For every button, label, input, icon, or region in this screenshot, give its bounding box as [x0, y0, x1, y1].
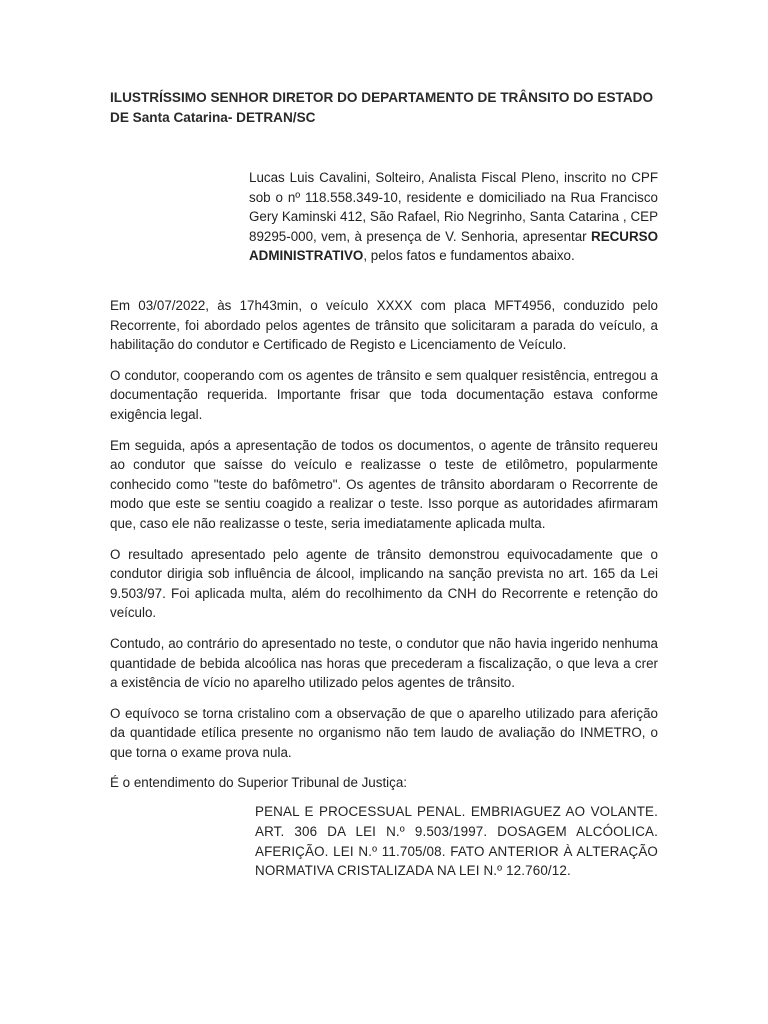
- petitioner-intro: [249, 168, 658, 266]
- intro-bold-title: RECURSO ADMINISTRATIVO: [249, 228, 658, 264]
- paragraph-facts: Em 03/07/2022, às 17h43min, o veículo XXXX com placa MFT4956, conduzido pelo Recorrente, foi abordado pelos agentes de trânsito que solicitaram a parada do veículo, a habilitação do condutor e Certificado de Registo e Licenciamento de Veículo.: [110, 298, 658, 353]
- paragraph-stj: É o entendimento do Superior Tribunal de Justiça:: [110, 775, 408, 791]
- paragraph-result: O resultado apresentado pelo agente de trânsito demonstrou equivocadamente que o condutor dirigia sob influência de álcool, implicando na sanção prevista no art. 165 da Lei 9.503/97. Foi aplicada multa, além do recolhimento da CNH do Recorrente e retenção do veículo.: [110, 546, 658, 621]
- paragraph-contrary: Contudo, ao contrário do apresentado no teste, o condutor que não havia ingerido nenhuma quantidade de bebida alcoólica nas horas que precederam a fiscalização, o que leva a crer a existência de vício no aparelho utilizado pelos agentes de trânsito.: [110, 635, 658, 691]
- intro-text-start: Lucas Luis Cavalini, Solteiro, Analista Fiscal Pleno, inscrito no CPF sob o nº 118.558.349-10, residente e domiciliado na Rua Francisco Gery Kaminski 412, São Rafael, Rio Negrinho, Santa Catarina , CEP 89295-000, vem, à presença de V. Senhoria, apresentar: [249, 170, 658, 244]
- document-body: [110, 296, 658, 804]
- intro-text-end: , pelos fatos e fundamentos abaixo.: [363, 248, 575, 264]
- paragraph-cooperation: O condutor, cooperando com os agentes de trânsito e sem qualquer resistência, entregou a documentação requerida. Importante frisar que toda documentação estava conforme exigência legal.: [110, 367, 658, 422]
- document-heading: ILUSTRÍSSIMO SENHOR DIRETOR DO DEPARTAMENTO DE TRÂNSITO DO ESTADO DE Santa Catarina- DETRAN/SC: [110, 90, 654, 125]
- jurisprudence-quote: PENAL E PROCESSUAL PENAL. EMBRIAGUEZ AO VOLANTE. ART. 306 DA LEI N.º 9.503/1997. DOSAGEM ALCÓOLICA. AFERIÇÃO. LEI N.º 11.705/08. FATO ANTERIOR À ALTERAÇÃO NORMATIVA CRISTALIZADA NA LEI N.º 12.760/12.: [255, 804, 658, 879]
- paragraph-breathalyzer: Em seguida, após a apresentação de todos os documentos, o agente de trânsito requereu ao condutor que saísse do veículo e realizasse o teste de etilômetro, popularmente conhecido como "teste do bafômetro". Os agentes de trânsito abordaram o Recorrente de modo que este se sentiu coagido a realizar o teste. Isso porque as autoridades afirmaram que, caso ele não realizasse o teste, seria imediatamente aplicada multa.: [110, 437, 658, 531]
- paragraph-inmetro: O equívoco se torna cristalino com a observação de que o aparelho utilizado para aferição da quantidade etílica presente no organismo não tem laudo de avaliação do INMETRO, o que torna o exame prova nula.: [110, 705, 658, 760]
